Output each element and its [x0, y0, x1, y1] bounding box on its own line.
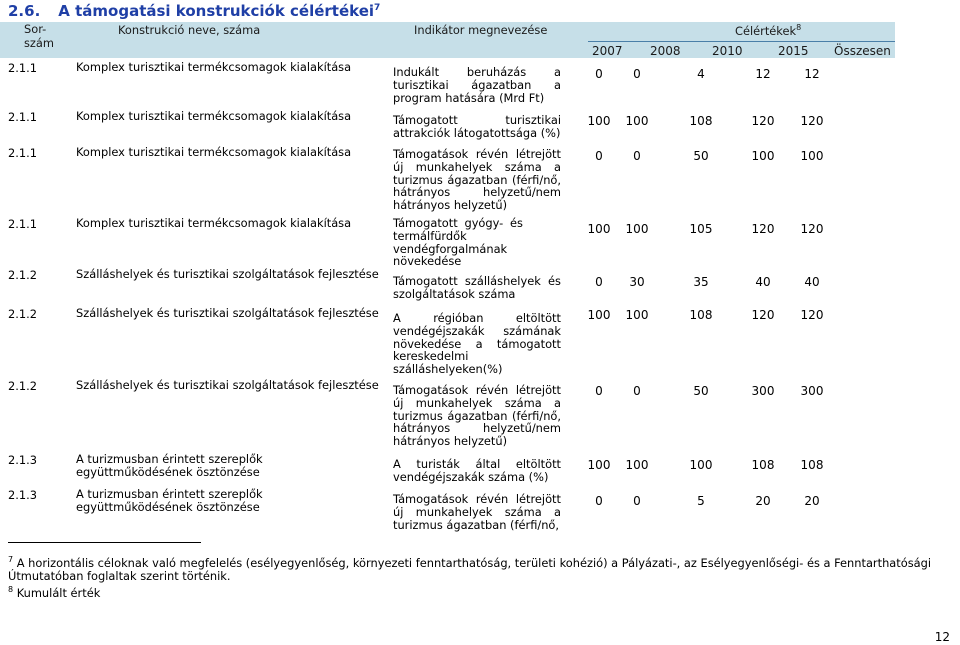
- row-code: 2.1.1: [8, 217, 37, 231]
- value-2008: 30: [629, 275, 645, 289]
- row-indicator: Indukált beruházás a turisztikai ágazatban a program hatására (Mrd Ft): [393, 65, 561, 105]
- row-indicator: Támogatások révén létrejött új munkahelyek száma a turizmus ágazatban (férfi/nő, hátrányos helyzetű/nem hátrányos helyzetű): [393, 383, 561, 449]
- footnote-ref-7: 7: [374, 3, 381, 13]
- header-targets: [735, 23, 801, 38]
- header-code: Sor- szám: [24, 22, 54, 50]
- row-code: 2.1.2: [8, 307, 37, 321]
- value-2008: 100: [625, 308, 649, 322]
- header-year-2007: 2007: [592, 44, 623, 58]
- value-2010: 5: [697, 494, 705, 508]
- value-2015: 20: [755, 494, 771, 508]
- header-year-2015: 2015: [778, 44, 809, 58]
- row-name: A turizmusban érintett szereplők együttműködésének ösztönzése: [76, 487, 263, 514]
- value-2007: 100: [587, 308, 611, 322]
- value-2015: 108: [751, 458, 775, 472]
- row-name: A turizmusban érintett szereplők együttműködésének ösztönzése: [76, 452, 263, 479]
- row-code: 2.1.1: [8, 146, 37, 160]
- header-year-2008: 2008: [650, 44, 681, 58]
- row-name: Szálláshelyek és turisztikai szolgáltatások fejlesztése: [76, 267, 379, 281]
- value-2015: 12: [755, 67, 771, 81]
- footnote-mark: 7: [8, 555, 14, 564]
- row-code: 2.1.1: [8, 61, 37, 75]
- value-2015: 120: [751, 222, 775, 236]
- value-total: 12: [804, 67, 820, 81]
- footnote-text: A horizontális céloknak való megfelelés (esélyegyenlőség, környezeti fenntarthatóság, területi kohézió) a Pályázati-, az Esélyegyenlőségi- és a Fenntarthatósági Útmutatóban foglaltak szerint történik.: [8, 555, 932, 583]
- value-2015: 120: [751, 308, 775, 322]
- value-total: 108: [800, 458, 824, 472]
- row-values: [588, 67, 858, 81]
- value-2010: 100: [689, 458, 713, 472]
- row-indicator: Támogatott gyógy- és termálfürdők vendégforgalmának növekedése: [393, 216, 523, 269]
- row-name: Szálláshelyek és turisztikai szolgáltatások fejlesztése: [76, 306, 379, 320]
- value-2007: 0: [595, 384, 603, 398]
- header-divider: [588, 41, 895, 42]
- value-2007: 0: [595, 149, 603, 163]
- value-2008: 100: [625, 222, 649, 236]
- value-2007: 0: [595, 494, 603, 508]
- value-total: 300: [800, 384, 824, 398]
- value-2007: 0: [595, 275, 603, 289]
- row-name: Komplex turisztikai termékcsomagok kialakítása: [76, 109, 352, 123]
- row-indicator: Támogatások révén létrejött új munkahelyek száma a turizmus ágazatban (férfi/nő, hátrányos helyzetű/nem hátrányos helyzetű): [393, 147, 561, 213]
- footnote-text: Kumulált érték: [16, 585, 101, 600]
- row-values: [588, 308, 858, 322]
- value-2015: 100: [751, 149, 775, 163]
- value-total: 40: [804, 275, 820, 289]
- footnote-7: [8, 553, 948, 583]
- page-number: 12: [934, 630, 950, 644]
- value-2008: 100: [625, 114, 649, 128]
- row-code: 2.1.2: [8, 379, 37, 393]
- value-total: 120: [800, 222, 824, 236]
- row-indicator: Támogatott turisztikai attrakciók látogatottsága (%): [393, 113, 561, 140]
- value-2007: 100: [587, 114, 611, 128]
- value-2007: 100: [587, 222, 611, 236]
- footnote-8: [8, 583, 100, 600]
- header-total: Összesen: [834, 44, 891, 58]
- row-values: [588, 494, 858, 508]
- header-indicator: Indikátor megnevezése: [414, 23, 548, 37]
- value-2008: 0: [633, 494, 641, 508]
- footnote-mark: 8: [8, 585, 14, 594]
- value-2015: 40: [755, 275, 771, 289]
- value-total: 120: [800, 114, 824, 128]
- section-heading: [8, 2, 380, 20]
- row-values: [588, 114, 858, 128]
- row-indicator: A turisták által eltöltött vendégéjszakák száma (%): [393, 457, 561, 484]
- row-values: [588, 275, 858, 289]
- value-total: 20: [804, 494, 820, 508]
- value-2008: 0: [633, 384, 641, 398]
- row-name: Komplex turisztikai termékcsomagok kialakítása: [76, 145, 352, 159]
- value-2010: 35: [693, 275, 709, 289]
- row-code: 2.1.2: [8, 268, 37, 282]
- row-name: Szálláshelyek és turisztikai szolgáltatások fejlesztése: [76, 378, 379, 392]
- header-year-2010: 2010: [712, 44, 743, 58]
- value-2015: 120: [751, 114, 775, 128]
- row-values: [588, 384, 858, 398]
- row-code: 2.1.1: [8, 110, 37, 124]
- row-name: Komplex turisztikai termékcsomagok kialakítása: [76, 60, 352, 74]
- header-targets-label: Célértékek: [735, 23, 797, 38]
- section-title: A támogatási konstrukciók célértékei: [58, 2, 375, 20]
- row-name: Komplex turisztikai termékcsomagok kialakítása: [76, 216, 352, 230]
- value-2010: 108: [689, 114, 713, 128]
- row-code: 2.1.3: [8, 453, 37, 467]
- footnote-separator: [8, 542, 201, 543]
- row-values: [588, 222, 858, 236]
- value-2007: 100: [587, 458, 611, 472]
- row-values: [588, 458, 858, 472]
- value-2008: 0: [633, 67, 641, 81]
- section-number: 2.6.: [8, 2, 41, 20]
- value-total: 100: [800, 149, 824, 163]
- row-indicator: Támogatott szálláshelyek és szolgáltatások száma: [393, 274, 561, 301]
- row-indicator: Támogatások révén létrejött új munkahelyek száma a turizmus ágazatban (férfi/nő,: [393, 492, 561, 532]
- footnote-ref-8: 8: [796, 23, 802, 32]
- value-2007: 0: [595, 67, 603, 81]
- value-2010: 108: [689, 308, 713, 322]
- row-code: 2.1.3: [8, 488, 37, 502]
- row-indicator: A régióban eltöltött vendégéjszakák számának növekedése a támogatott kereskedelmi szálláshelyeken(%): [393, 311, 561, 377]
- row-values: [588, 149, 858, 163]
- value-2008: 100: [625, 458, 649, 472]
- value-2010: 50: [693, 149, 709, 163]
- value-2015: 300: [751, 384, 775, 398]
- value-total: 120: [800, 308, 824, 322]
- value-2008: 0: [633, 149, 641, 163]
- value-2010: 50: [693, 384, 709, 398]
- header-name: Konstrukció neve, száma: [118, 23, 261, 37]
- value-2010: 105: [689, 222, 713, 236]
- value-2010: 4: [697, 67, 705, 81]
